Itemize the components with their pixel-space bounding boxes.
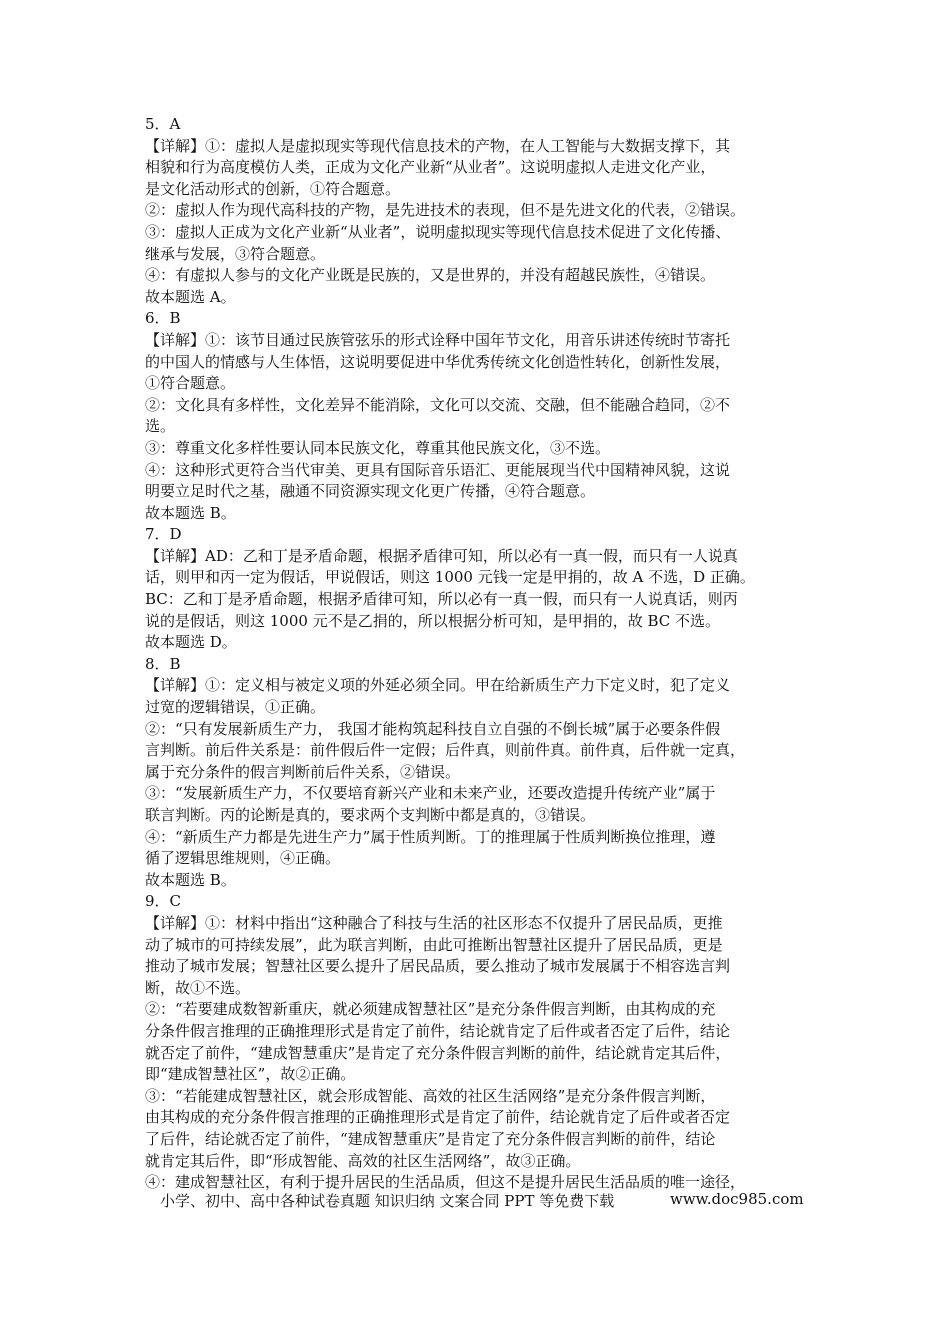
text-line: 的中国人的情感与人生体悟，这说明要促进中华优秀传统文化创造性转化，创新性发展， (145, 352, 731, 371)
text-line: 动了城市的可持续发展”，此为联言判断，由此可推断出智慧社区提升了居民品质，更是 (145, 935, 723, 954)
text-line: ①符合题意。 (145, 374, 236, 393)
text-line: 9．C (145, 892, 182, 911)
text-line: 明要立足时代之基，融通不同资源实现文化更广传播，④符合题意。 (145, 482, 596, 501)
text-line: ②：文化具有多样性，文化差异不能消除，文化可以交流、交融，但不能融合趋同，②不 (145, 395, 731, 414)
text-line: 话，则甲和丙一定为假话，甲说假话，则这 1000 元钱一定是甲捐的，故 A 不选，D 正确。 (145, 568, 755, 587)
text-line: 【详解】①：材料中指出“这种融合了科技与生活的社区形态不仅提升了居民品质，更推 (145, 913, 723, 932)
text-line: 联言判断。丙的论断是真的，要求两个支判断中都是真的，③错误。 (145, 806, 596, 824)
text-line: 相貌和行为高度模仿人类，正成为文化产业新“从业者”。这说明虚拟人走进文化产业， (145, 158, 716, 177)
text-line: ③：“发展新质生产力，不仅要培育新兴产业和未来产业，还要改造提升传统产业”属于 (145, 784, 716, 803)
text-line: 8．B (145, 654, 181, 673)
text-line: ③：“若能建成智慧社区，就会形成智能、高效的社区生活网络”是充分条件假言判断， (145, 1086, 716, 1105)
text-line: 言判断。前后件关系是：前件假后件一定假；后件真，则前件真。前件真，后件就一定真， (145, 741, 746, 760)
text-line: 推动了城市发展；智慧社区要么提升了居民品质，要么推动了城市发展属于不相容选言判 (145, 957, 731, 976)
text-line: 故本题选 D。 (145, 633, 237, 652)
text-line: 是文化活动形式的创新，①符合题意。 (145, 179, 401, 198)
text-line: 故本题选 B。 (145, 503, 236, 522)
text-line: ③：尊重文化多样性要认同本民族文化，尊重其他民族文化，③不选。 (145, 438, 611, 457)
text-line: 说的是假话，则这 1000 元不是乙捐的，所以根据分析可知，是甲捐的，故 BC 不选。 (145, 611, 721, 630)
text-line: ④：“新质生产力都是先进生产力”属于性质判断。丁的推理属于性质判断换位推理，遵 (145, 827, 716, 846)
text-line: 6．B (145, 309, 181, 328)
text-line: ②：虚拟人作为现代高科技的产物，是先进技术的表现，但不是先进文化的代表，②错误。 (145, 201, 746, 220)
page-footer (160, 1190, 804, 1211)
text-line: 故本题选 A。 (145, 287, 236, 306)
text-line: 循了逻辑思维规则，④正确。 (145, 849, 341, 868)
text-line: 就肯定其后件，即“形成智能、高效的社区生活网络”，故③正确。 (145, 1151, 581, 1170)
text-line: 【详解】①：该节目通过民族管弦乐的形式诠释中国年节文化，用音乐讲述传统时节寄托 (145, 330, 731, 349)
text-line: 即“建成智慧社区”，故②正确。 (145, 1065, 356, 1084)
text-line: 属于充分条件的假言判断前后件关系，②错误。 (145, 762, 461, 781)
text-line: 【详解】①：定义相与被定义项的外延必须全同。甲在给新质生产力下定义时，犯了定义 (145, 676, 731, 695)
footer-website: www.doc985.com (670, 1190, 804, 1208)
text-line: ②：“只有发展新质生产力， 我国才能构筑起科技自立自强的不倒长城”属于必要条件假 (145, 719, 721, 738)
text-line: 选。 (145, 417, 176, 436)
text-line: 过宽的逻辑错误，①正确。 (145, 698, 326, 717)
answer-explanations (145, 114, 813, 1194)
text-line: 【详解】①：虚拟人是虚拟现实等现代信息技术的产物，在人工智能与大数据支撑下，其 (145, 136, 731, 155)
text-line: 继承与发展，③符合题意。 (145, 244, 326, 263)
text-line: ④：建成智慧社区，有利于提升居民的生活品质，但这不是提升居民生活品质的唯一途径， (145, 1173, 746, 1192)
text-line: ②：“若要建成数智新重庆，就必须建成智慧社区”是充分条件假言判断，由其构成的充 (145, 1000, 716, 1019)
text-line: 故本题选 B。 (145, 870, 236, 889)
text-line: 5．A (145, 115, 181, 133)
footer-text: 小学、初中、高中各种试卷真题 知识归纳 文案合同 PPT 等免费下载 (160, 1192, 615, 1210)
text-line: 断，故①不选。 (145, 978, 251, 997)
text-line: 就否定了前件，“建成智慧重庆”是肯定了充分条件假言判断的前件，结论就肯定其后件， (145, 1043, 731, 1062)
text-line: ③：虚拟人正成为文化产业新“从业者”，说明虚拟现实等现代信息技术促进了文化传播、 (145, 222, 731, 241)
text-line: 了后件，结论就否定了前件，“建成智慧重庆”是肯定了充分条件假言判断的前件，结论 (145, 1129, 716, 1148)
text-line: 分条件假言推理的正确推理形式是肯定了前件，结论就肯定了后件或者否定了后件，结论 (145, 1021, 731, 1040)
text-line: 7．D (145, 525, 182, 544)
text-line: 【详解】AD：乙和丁是矛盾命题，根据矛盾律可知，所以必有一真一假，而只有一人说真 (145, 546, 738, 565)
text-line: BC：乙和丁是矛盾命题，根据矛盾律可知，所以必有一真一假，而只有一人说真话，则丙 (145, 590, 738, 609)
text-line: ④：这种形式更符合当代审美、更具有国际音乐语汇、更能展现当代中国精神风貌，这说 (145, 460, 731, 479)
text-line: 由其构成的充分条件假言推理的正确推理形式是肯定了前件，结论就肯定了后件或者否定 (145, 1108, 731, 1127)
text-line: ④：有虚拟人参与的文化产业既是民族的，又是世界的，并没有超越民族性，④错误。 (145, 266, 716, 285)
